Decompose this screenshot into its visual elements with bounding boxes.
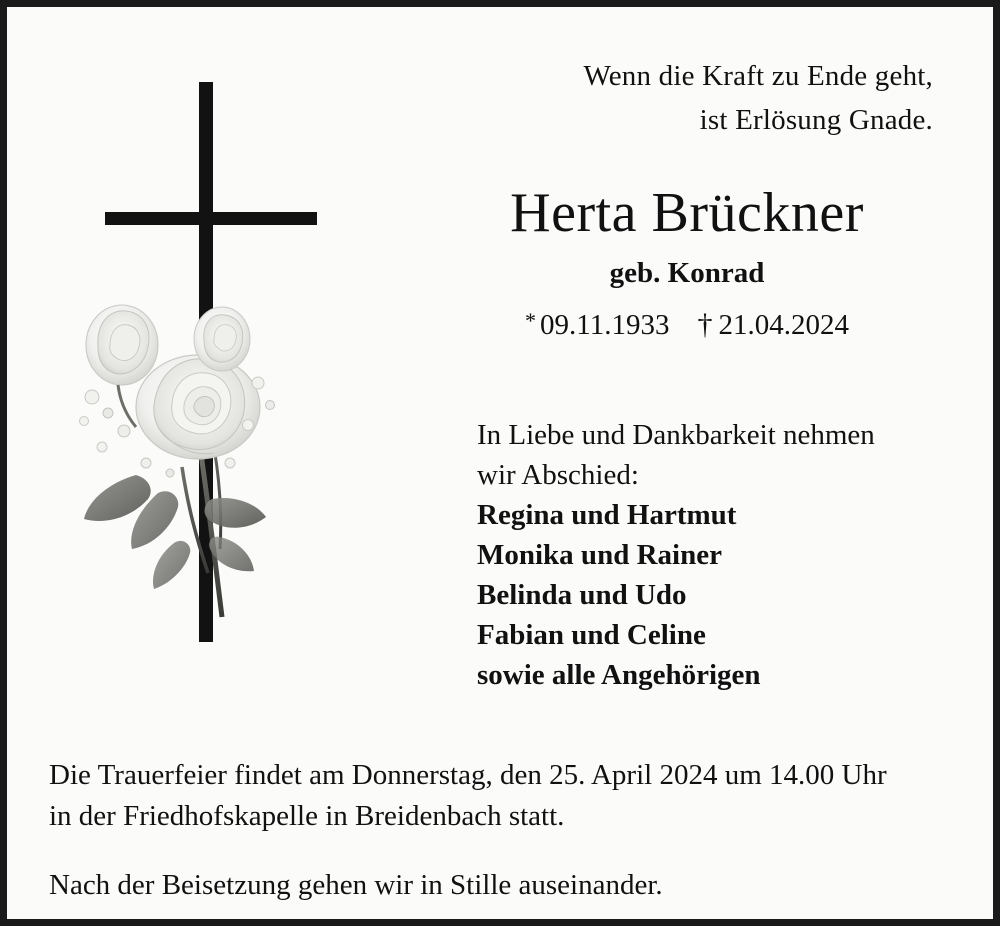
- birth-star-icon: *: [525, 307, 537, 333]
- verse-line-1: Wenn die Kraft zu Ende geht,: [583, 60, 933, 92]
- funeral-line-2: in der Friedhofskapelle in Breidenbach statt.: [49, 800, 565, 833]
- mourning-intro-line-2: wir Abschied:: [477, 459, 639, 492]
- verse-block: [373, 55, 933, 142]
- death-date: 21.04.2024: [718, 308, 849, 341]
- birth-date: 09.11.1933: [540, 308, 670, 341]
- cross-horizontal-bar: [105, 212, 317, 225]
- life-dates: [407, 308, 967, 342]
- mourner-name-2: Monika und Rainer: [477, 539, 722, 572]
- funeral-details: [49, 755, 951, 907]
- notice-inner-area: [7, 7, 993, 919]
- mourner-name-1: Regina und Hartmut: [477, 499, 737, 532]
- verse-line-2: ist Erlösung Gnade.: [699, 103, 933, 136]
- mourner-name-3: Belinda und Udo: [477, 579, 687, 612]
- white-rose-bouquet-icon: [62, 287, 332, 637]
- death-cross-icon: †: [697, 307, 713, 341]
- mourner-name-5: sowie alle Angehörigen: [477, 659, 761, 692]
- funeral-line-1: Die Trauerfeier findet am Donnerstag, den 25. April 2024 um 14.00 Uhr: [49, 759, 887, 791]
- closing-note: Nach der Beisetzung gehen wir in Stille auseinander.: [49, 869, 663, 902]
- death-date-item: [697, 308, 849, 342]
- birth-date-item: [525, 309, 669, 342]
- maiden-name: geb. Konrad: [609, 256, 765, 289]
- name-block: [407, 182, 967, 342]
- deceased-name: Herta Brückner: [510, 182, 864, 244]
- mourning-intro-line-1: In Liebe und Dankbarkeit nehmen: [477, 419, 875, 451]
- mourner-name-4: Fabian und Celine: [477, 619, 706, 652]
- mourners-block: [477, 415, 957, 695]
